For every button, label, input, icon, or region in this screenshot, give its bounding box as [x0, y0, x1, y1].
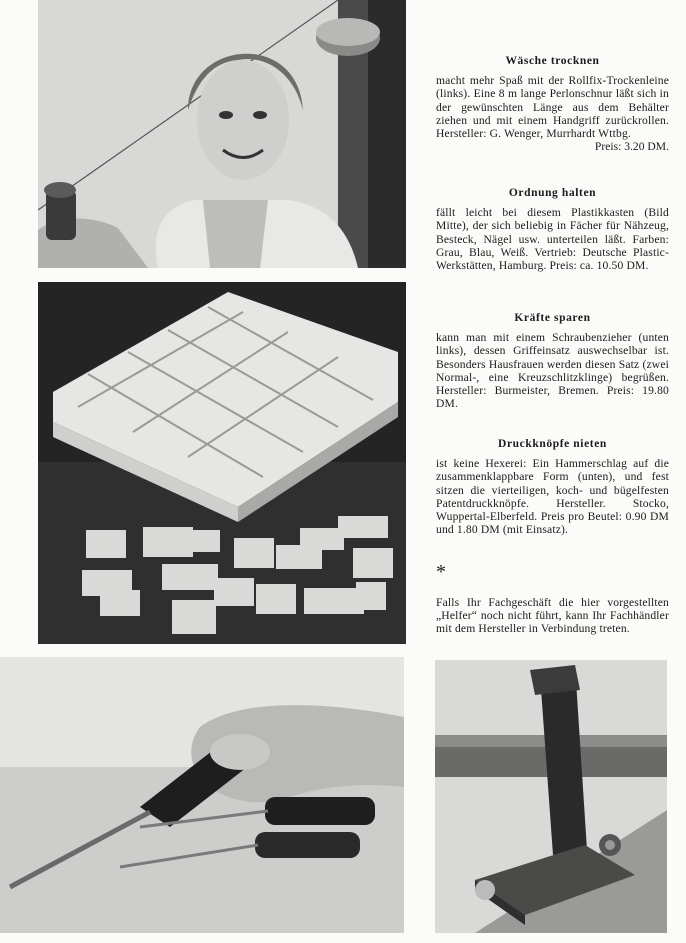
footer-note-text: Falls Ihr Fachgeschäft die hier vorgestellten „Helfer“ noch nicht führt, kann Ihr Fachhändler mit dem Hersteller in Verbindung treten.	[436, 596, 669, 636]
photo-clothesline-woman	[38, 0, 406, 268]
article-body: ist keine Hexerei: Ein Hammerschlag auf die zusammenklappbare Form (unten), und fest sitzen die vierteiligen, koch- und bügelfesten Patentdruckknöpfe. Hersteller. Stocko, Wuppertal-Elberfeld. Preis pro Beutel: 0.90 DM und 1.80 DM (mit Einsatz).	[436, 457, 669, 537]
article-body: macht mehr Spaß mit der Rollfix-Trockenleine (links). Eine 8 m lange Perlonschnur läßt sich in der gewünschten Länge aus dem Behälter ziehen und mit einem Handgriff zurückrollen. Hersteller: G. Wenger, Murrhardt Wttbg.	[436, 74, 669, 141]
article-body: kann man mit einem Schraubenzieher (unten links), dessen Griffeinsatz auswechselbar ist. Besonders Hausfrauen werden diesen Satz (zwei Normal-, eine Kreuzschlitzklinge) begrüßen. Hersteller: Burmeister, Bremen. Preis: 19.80 DM.	[436, 331, 669, 411]
article-title: Druckknöpfe nieten	[498, 438, 607, 450]
article-waesche-trocknen	[436, 55, 669, 153]
article-title: Ordnung halten	[508, 187, 597, 199]
article-title: Wäsche trocknen	[505, 55, 600, 67]
article-body: fällt leicht bei diesem Plastikkasten (Bild Mitte), der sich beliebig in Fächer für Nähzeug, Besteck, Nägel usw. unterteilen läßt. Farben: Grau, Blau, Weiß. Vertrieb: Deutsche Plastic-Werkstätten, Hamburg. Preis: ca. 10.50 DM.	[436, 206, 669, 273]
article-ordnung-halten	[436, 187, 669, 272]
article-kraefte-sparen	[436, 312, 669, 410]
article-title: Kräfte sparen	[514, 312, 591, 324]
footer-note	[436, 596, 669, 636]
photo-hammer-snap-tool	[435, 660, 667, 933]
divider-asterisk: *	[436, 561, 447, 583]
article-druckknoepfe-nieten	[436, 438, 669, 536]
photo-screwdrivers	[0, 657, 404, 933]
photo-compartment-box	[38, 282, 406, 644]
article-price: Preis: 3.20 DM.	[594, 140, 669, 154]
